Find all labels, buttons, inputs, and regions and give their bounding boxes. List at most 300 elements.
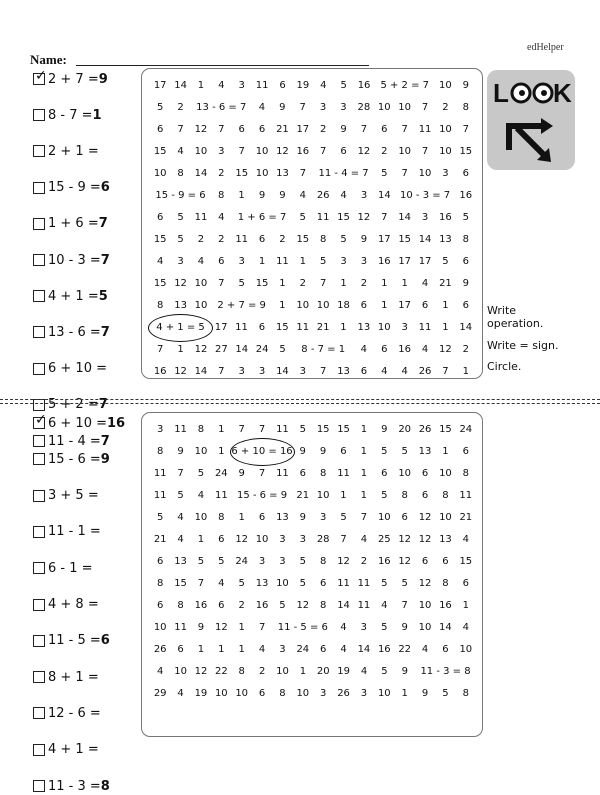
grid-number[interactable]: 24 <box>235 556 249 567</box>
grid-number[interactable]: 3 <box>320 512 327 523</box>
grid-number[interactable]: 29 <box>153 688 167 699</box>
grid-number[interactable]: 9 <box>462 278 469 289</box>
grid-number[interactable]: 19 <box>194 688 208 699</box>
grid-number[interactable]: 12 <box>398 534 412 545</box>
grid-number[interactable]: 1 <box>381 300 388 311</box>
grid-number[interactable]: 14 <box>194 366 208 377</box>
grid-number[interactable]: 1 <box>462 366 469 377</box>
grid-number[interactable]: 10 <box>316 300 330 311</box>
grid-number[interactable]: 13 <box>255 578 269 589</box>
grid-number[interactable]: 4 <box>320 80 327 91</box>
grid-number[interactable]: 4 <box>197 256 205 267</box>
grid-number[interactable]: 19 <box>337 666 351 677</box>
grid-number[interactable]: 9 <box>299 512 306 523</box>
grid-number[interactable]: 12 <box>357 146 371 157</box>
grid-number[interactable]: 11 <box>337 468 350 479</box>
problem-checkbox[interactable] <box>33 780 45 792</box>
grid-number[interactable]: 6 <box>421 490 429 501</box>
grid-number[interactable]: 15 <box>153 146 167 157</box>
grid-number[interactable]: 10 <box>316 490 330 501</box>
grid-number[interactable]: 7 <box>320 278 327 289</box>
grid-number[interactable]: 22 <box>398 644 412 655</box>
grid-number[interactable]: 3 <box>157 424 164 435</box>
grid-number[interactable]: 21 <box>459 512 473 523</box>
grid-number[interactable]: 1 <box>442 300 449 311</box>
grid-number[interactable]: 10 <box>377 512 391 523</box>
grid-number[interactable]: 2 <box>197 234 205 245</box>
grid-number[interactable]: 9 <box>401 666 409 677</box>
grid-number[interactable]: 11 <box>337 578 350 589</box>
problem-checkbox[interactable] <box>33 254 45 266</box>
grid-number[interactable]: 7 <box>462 124 469 135</box>
grid-number[interactable]: 28 <box>357 102 371 113</box>
grid-number[interactable]: 17 <box>377 234 391 245</box>
grid-number[interactable]: 8 <box>462 102 469 113</box>
grid-number[interactable]: 5 <box>381 168 388 179</box>
grid-number[interactable]: 6 <box>299 468 306 479</box>
grid-number[interactable]: 16 <box>153 366 167 377</box>
grid-number[interactable]: 12 <box>235 534 249 545</box>
grid-number[interactable]: 6 <box>157 556 164 567</box>
grid-number[interactable]: 1 <box>340 278 347 289</box>
grid-number[interactable]: 1 <box>279 278 286 289</box>
grid-number[interactable]: 8 <box>442 578 449 589</box>
grid-number[interactable]: 3 <box>279 534 286 545</box>
grid-number[interactable]: 7 <box>238 424 245 435</box>
grid-number[interactable]: 9 <box>340 124 347 135</box>
grid-number[interactable]: 4 <box>401 366 408 377</box>
grid-number[interactable]: 12 <box>276 146 289 157</box>
grid-number[interactable]: 15 <box>174 578 187 589</box>
grid-number[interactable]: 1 <box>360 490 368 501</box>
grid-number[interactable]: 1 <box>462 600 469 611</box>
grid-number[interactable]: 10 <box>459 644 473 655</box>
grid-number[interactable]: 12 <box>174 366 187 377</box>
grid-number[interactable]: 5 <box>340 512 347 523</box>
grid-number[interactable]: 1 <box>299 666 307 677</box>
grid-number[interactable]: 4 <box>177 688 184 699</box>
grid-number[interactable]: 17 <box>398 256 412 267</box>
grid-number[interactable]: 9 <box>381 424 388 435</box>
grid-number[interactable]: 1 <box>360 446 368 457</box>
grid-number[interactable]: 3 <box>299 366 306 377</box>
grid-number[interactable]: 9 <box>462 80 469 91</box>
grid-number[interactable]: 5 <box>299 212 306 223</box>
grid-number[interactable]: 10 <box>194 146 208 157</box>
grid-number[interactable]: 5 <box>381 622 388 633</box>
grid-number[interactable]: 21 <box>439 278 452 289</box>
grid-number[interactable]: 16 <box>439 600 452 611</box>
grid-number[interactable]: 8 <box>177 168 184 179</box>
grid-number[interactable]: 7 <box>320 146 327 157</box>
grid-number[interactable]: 10 <box>194 300 208 311</box>
problem-checkbox[interactable] <box>33 671 45 683</box>
problem-checkbox[interactable] <box>33 68 47 85</box>
grid-number[interactable]: 2 <box>218 168 225 179</box>
grid-number[interactable]: 13 <box>276 512 289 523</box>
grid-number[interactable]: 4 <box>360 344 368 355</box>
grid-number[interactable]: 16 <box>255 600 269 611</box>
grid-number[interactable]: 11 <box>153 468 167 479</box>
grid-number[interactable]: 6 <box>258 234 266 245</box>
grid-number[interactable]: 14 <box>194 168 208 179</box>
grid-number[interactable]: 17 <box>296 124 310 135</box>
grid-number[interactable]: 4 <box>177 534 184 545</box>
grid-equation[interactable]: 15 - 9 = 6 <box>155 190 206 201</box>
grid-number[interactable]: 26 <box>337 688 350 699</box>
grid-number[interactable]: 10 <box>439 512 452 523</box>
grid-number[interactable]: 2 <box>238 600 245 611</box>
grid-number[interactable]: 7 <box>299 102 306 113</box>
grid-number[interactable]: 16 <box>439 212 452 223</box>
grid-number[interactable]: 7 <box>238 146 245 157</box>
grid-number[interactable]: 4 <box>197 490 205 501</box>
grid-number[interactable]: 6 <box>462 446 469 457</box>
grid-number[interactable]: 11 <box>296 322 310 333</box>
grid-number[interactable]: 9 <box>279 190 286 201</box>
grid-number[interactable]: 5 <box>340 234 347 245</box>
grid-number[interactable]: 11 <box>276 468 289 479</box>
grid-number[interactable]: 5 <box>157 512 164 523</box>
grid-number[interactable]: 12 <box>337 556 350 567</box>
grid-number[interactable]: 11 <box>194 212 208 223</box>
grid-number[interactable]: 27 <box>214 344 228 355</box>
grid-number[interactable]: 10 <box>439 146 452 157</box>
grid-number[interactable]: 5 <box>381 490 388 501</box>
problem-checkbox[interactable] <box>33 326 45 338</box>
grid-number[interactable]: 1 <box>442 446 449 457</box>
grid-number[interactable]: 9 <box>197 622 205 633</box>
grid-number[interactable]: 5 <box>157 102 164 113</box>
grid-number[interactable]: 10 <box>174 666 187 677</box>
grid-number[interactable]: 3 <box>319 102 327 113</box>
grid-number[interactable]: 8 <box>157 300 164 311</box>
problem-checkbox[interactable] <box>33 290 45 302</box>
grid-number[interactable]: 1 <box>340 322 347 333</box>
grid-number[interactable]: 4 <box>340 644 347 655</box>
grid-number[interactable]: 21 <box>296 490 310 501</box>
grid-number[interactable]: 10 <box>377 102 391 113</box>
grid-number[interactable]: 5 <box>381 578 388 589</box>
grid-number[interactable]: 4 <box>360 534 368 545</box>
grid-equation[interactable]: 11 - 3 = 8 <box>420 666 471 677</box>
grid-number[interactable]: 7 <box>218 278 225 289</box>
grid-number[interactable]: 2 <box>360 556 368 567</box>
grid-number[interactable]: 12 <box>194 344 208 355</box>
grid-number[interactable]: 10 <box>439 468 452 479</box>
grid-number[interactable]: 7 <box>218 366 225 377</box>
grid-number[interactable]: 26 <box>418 366 432 377</box>
grid-number[interactable]: 11 <box>418 322 432 333</box>
grid-number[interactable]: 6 <box>340 146 347 157</box>
grid-number[interactable]: 3 <box>218 146 225 157</box>
grid-number[interactable]: 6 <box>218 534 225 545</box>
grid-number[interactable]: 6 <box>442 644 449 655</box>
problem-checkbox[interactable] <box>33 363 45 375</box>
grid-number[interactable]: 4 <box>421 278 429 289</box>
grid-number[interactable]: 8 <box>442 490 449 501</box>
grid-number[interactable]: 3 <box>299 534 306 545</box>
grid-number[interactable]: 11 <box>235 322 248 333</box>
grid-number[interactable]: 14 <box>337 600 350 611</box>
grid-number[interactable]: 7 <box>320 366 327 377</box>
grid-number[interactable]: 4 <box>462 534 469 545</box>
grid-number[interactable]: 5 <box>299 578 306 589</box>
grid-number[interactable]: 21 <box>153 534 167 545</box>
grid-number[interactable]: 8 <box>279 688 286 699</box>
grid-number[interactable]: 2 <box>218 234 225 245</box>
grid-number[interactable]: 1 <box>442 322 449 333</box>
grid-number[interactable]: 7 <box>360 124 368 135</box>
grid-number[interactable]: 10 <box>194 446 208 457</box>
grid-number[interactable]: 13 <box>174 300 187 311</box>
grid-equation[interactable]: 8 - 7 = 1 <box>301 344 346 355</box>
grid-number[interactable]: 10 <box>276 666 289 677</box>
grid-number[interactable]: 16 <box>377 644 391 655</box>
grid-number[interactable]: 12 <box>418 534 432 545</box>
grid-number[interactable]: 9 <box>299 446 306 457</box>
grid-number[interactable]: 7 <box>258 622 266 633</box>
grid-number[interactable]: 20 <box>398 424 412 435</box>
grid-number[interactable]: 8 <box>218 512 225 523</box>
problem-checkbox[interactable] <box>33 109 45 121</box>
grid-number[interactable]: 8 <box>462 234 469 245</box>
grid-number[interactable]: 12 <box>418 578 432 589</box>
grid-number[interactable]: 17 <box>418 256 432 267</box>
grid-number[interactable]: 10 <box>439 80 452 91</box>
grid-number[interactable]: 5 <box>442 256 449 267</box>
grid-equation[interactable]: 11 - 5 = 6 <box>277 622 328 633</box>
grid-number[interactable]: 12 <box>194 124 208 135</box>
grid-number[interactable]: 5 <box>238 578 245 589</box>
grid-number[interactable]: 4 <box>462 622 469 633</box>
grid-number[interactable]: 14 <box>235 344 249 355</box>
grid-equation[interactable]: 5 + 2 = 7 <box>380 80 430 91</box>
grid-number[interactable]: 9 <box>421 688 429 699</box>
grid-equation[interactable]: 1 + 6 = 7 <box>237 212 287 223</box>
grid-number[interactable]: 3 <box>360 622 368 633</box>
grid-number[interactable]: 24 <box>296 644 310 655</box>
grid-number[interactable]: 6 <box>258 124 266 135</box>
grid-number[interactable]: 11 <box>153 490 167 501</box>
grid-number[interactable]: 1 <box>197 644 205 655</box>
grid-number[interactable]: 10 <box>194 512 208 523</box>
grid-number[interactable]: 7 <box>157 344 164 355</box>
grid-number[interactable]: 3 <box>442 168 449 179</box>
grid-number[interactable]: 9 <box>238 468 245 479</box>
grid-number[interactable]: 14 <box>459 322 473 333</box>
grid-number[interactable]: 18 <box>337 300 350 311</box>
grid-number[interactable]: 24 <box>255 344 269 355</box>
problem-checkbox[interactable] <box>33 635 45 647</box>
grid-number[interactable]: 3 <box>238 366 245 377</box>
grid-number[interactable]: 4 <box>157 256 164 267</box>
grid-number[interactable]: 7 <box>177 124 184 135</box>
grid-number[interactable]: 4 <box>340 622 347 633</box>
grid-number[interactable]: 1 <box>299 256 306 267</box>
grid-number[interactable]: 7 <box>340 534 347 545</box>
grid-number[interactable]: 4 <box>421 344 429 355</box>
grid-number[interactable]: 19 <box>296 80 310 91</box>
grid-number[interactable]: 1 <box>197 80 205 91</box>
grid-number[interactable]: 14 <box>357 644 371 655</box>
grid-equation[interactable]: 6 + 10 = 16 <box>231 446 293 457</box>
grid-number[interactable]: 11 <box>235 234 249 245</box>
grid-number[interactable]: 14 <box>398 212 412 223</box>
grid-number[interactable]: 6 <box>381 344 388 355</box>
grid-number[interactable]: 12 <box>174 278 187 289</box>
grid-number[interactable]: 3 <box>238 80 245 91</box>
grid-number[interactable]: 6 <box>177 644 184 655</box>
grid-number[interactable]: 14 <box>439 622 452 633</box>
grid-number[interactable]: 10 <box>418 600 432 611</box>
grid-equation[interactable]: 15 - 6 = 9 <box>236 490 288 501</box>
grid-number[interactable]: 26 <box>316 190 330 201</box>
grid-number[interactable]: 1 <box>218 424 225 435</box>
grid-number[interactable]: 1 <box>360 468 368 479</box>
grid-number[interactable]: 4 <box>258 102 266 113</box>
grid-number[interactable]: 8 <box>157 578 164 589</box>
grid-number[interactable]: 17 <box>398 300 412 311</box>
grid-number[interactable]: 13 <box>276 168 289 179</box>
grid-number[interactable]: 11 <box>174 622 187 633</box>
grid-number[interactable]: 6 <box>258 512 266 523</box>
grid-number[interactable]: 5 <box>197 556 205 567</box>
grid-number[interactable]: 5 <box>299 424 306 435</box>
grid-number[interactable]: 11 <box>357 578 371 589</box>
grid-number[interactable]: 2 <box>442 102 449 113</box>
grid-number[interactable]: 7 <box>360 512 368 523</box>
problem-checkbox[interactable] <box>33 412 47 429</box>
grid-number[interactable]: 1 <box>340 490 347 501</box>
grid-number[interactable]: 21 <box>316 322 330 333</box>
grid-number[interactable]: 16 <box>377 556 391 567</box>
grid-number[interactable]: 17 <box>153 80 167 91</box>
grid-number[interactable]: 6 <box>462 256 469 267</box>
grid-number[interactable]: 6 <box>462 168 469 179</box>
grid-number[interactable]: 9 <box>177 446 184 457</box>
grid-number[interactable]: 9 <box>360 234 368 245</box>
grid-number[interactable]: 1 <box>401 688 408 699</box>
grid-number[interactable]: 12 <box>418 512 432 523</box>
grid-number[interactable]: 10 <box>377 688 391 699</box>
grid-number[interactable]: 8 <box>320 468 327 479</box>
grid-number[interactable]: 15 <box>275 322 289 333</box>
grid-number[interactable]: 3 <box>340 256 347 267</box>
grid-number[interactable]: 6 <box>381 468 388 479</box>
grid-number[interactable]: 13 <box>357 322 371 333</box>
grid-number[interactable]: 8 <box>218 190 225 201</box>
grid-number[interactable]: 24 <box>459 424 473 435</box>
grid-number[interactable]: 6 <box>258 322 266 333</box>
grid-number[interactable]: 10 <box>398 102 412 113</box>
grid-number[interactable]: 6 <box>462 300 469 311</box>
grid-number[interactable]: 1 <box>381 278 388 289</box>
grid-number[interactable]: 4 <box>218 578 225 589</box>
grid-number[interactable]: 10 <box>439 124 452 135</box>
grid-number[interactable]: 7 <box>381 212 388 223</box>
grid-number[interactable]: 4 <box>299 190 306 201</box>
grid-number[interactable]: 7 <box>299 168 307 179</box>
problem-checkbox[interactable] <box>33 145 45 157</box>
grid-number[interactable]: 4 <box>218 212 225 223</box>
grid-number[interactable]: 6 <box>320 644 327 655</box>
grid-number[interactable]: 13 <box>174 556 187 567</box>
grid-number[interactable]: 2 <box>177 102 184 113</box>
grid-number[interactable]: 20 <box>316 666 330 677</box>
grid-number[interactable]: 15 <box>439 424 452 435</box>
grid-number[interactable]: 6 <box>360 300 368 311</box>
grid-number[interactable]: 16 <box>194 600 208 611</box>
grid-number[interactable]: 5 <box>197 468 205 479</box>
grid-number[interactable]: 11 <box>214 490 228 501</box>
grid-number[interactable]: 11 <box>174 424 187 435</box>
grid-number[interactable]: 2 <box>320 124 327 135</box>
grid-number[interactable]: 2 <box>299 278 306 289</box>
grid-number[interactable]: 26 <box>418 424 432 435</box>
grid-number[interactable]: 4 <box>381 366 388 377</box>
grid-number[interactable]: 5 <box>320 256 327 267</box>
grid-number[interactable]: 4 <box>177 146 184 157</box>
grid-number[interactable]: 13 <box>337 366 350 377</box>
name-line[interactable] <box>76 65 369 66</box>
grid-number[interactable]: 4 <box>218 80 225 91</box>
problem-checkbox[interactable] <box>33 526 45 538</box>
grid-equation[interactable]: 11 - 4 = 7 <box>318 168 369 179</box>
grid-number[interactable]: 6 <box>258 688 266 699</box>
grid-number[interactable]: 21 <box>276 124 289 135</box>
grid-number[interactable]: 8 <box>197 424 205 435</box>
grid-number[interactable]: 15 <box>235 168 249 179</box>
grid-number[interactable]: 5 <box>177 234 184 245</box>
grid-number[interactable]: 8 <box>320 234 327 245</box>
grid-number[interactable]: 25 <box>377 534 391 545</box>
grid-equation[interactable]: 13 - 6 = 7 <box>196 102 247 113</box>
problem-checkbox[interactable] <box>33 490 45 502</box>
grid-number[interactable]: 12 <box>398 556 412 567</box>
grid-number[interactable]: 5 <box>401 446 408 457</box>
problem-checkbox[interactable] <box>33 744 45 756</box>
grid-number[interactable]: 1 <box>197 534 205 545</box>
grid-number[interactable]: 17 <box>214 322 228 333</box>
grid-number[interactable]: 5 <box>279 344 286 355</box>
grid-number[interactable]: 5 <box>401 578 408 589</box>
grid-number[interactable]: 3 <box>279 644 286 655</box>
grid-number[interactable]: 5 <box>177 490 184 501</box>
grid-number[interactable]: 5 <box>462 212 469 223</box>
grid-number[interactable]: 15 <box>255 278 269 289</box>
grid-number[interactable]: 10 <box>194 278 208 289</box>
grid-number[interactable]: 8 <box>401 490 408 501</box>
grid-number[interactable]: 1 <box>218 644 225 655</box>
grid-number[interactable]: 5 <box>299 556 306 567</box>
grid-number[interactable]: 6 <box>238 124 245 135</box>
grid-number[interactable]: 6 <box>157 600 164 611</box>
grid-number[interactable]: 4 <box>157 666 164 677</box>
problem-checkbox[interactable] <box>33 218 45 230</box>
grid-number[interactable]: 4 <box>421 644 429 655</box>
grid-number[interactable]: 15 <box>459 146 473 157</box>
grid-number[interactable]: 13 <box>439 534 452 545</box>
grid-number[interactable]: 3 <box>238 256 245 267</box>
grid-number[interactable]: 7 <box>401 124 408 135</box>
grid-number[interactable]: 14 <box>418 234 432 245</box>
grid-number[interactable]: 5 <box>177 212 184 223</box>
grid-number[interactable]: 6 <box>421 556 429 567</box>
grid-number[interactable]: 2 <box>279 234 286 245</box>
grid-number[interactable]: 8 <box>462 688 469 699</box>
grid-number[interactable]: 11 <box>276 256 289 267</box>
